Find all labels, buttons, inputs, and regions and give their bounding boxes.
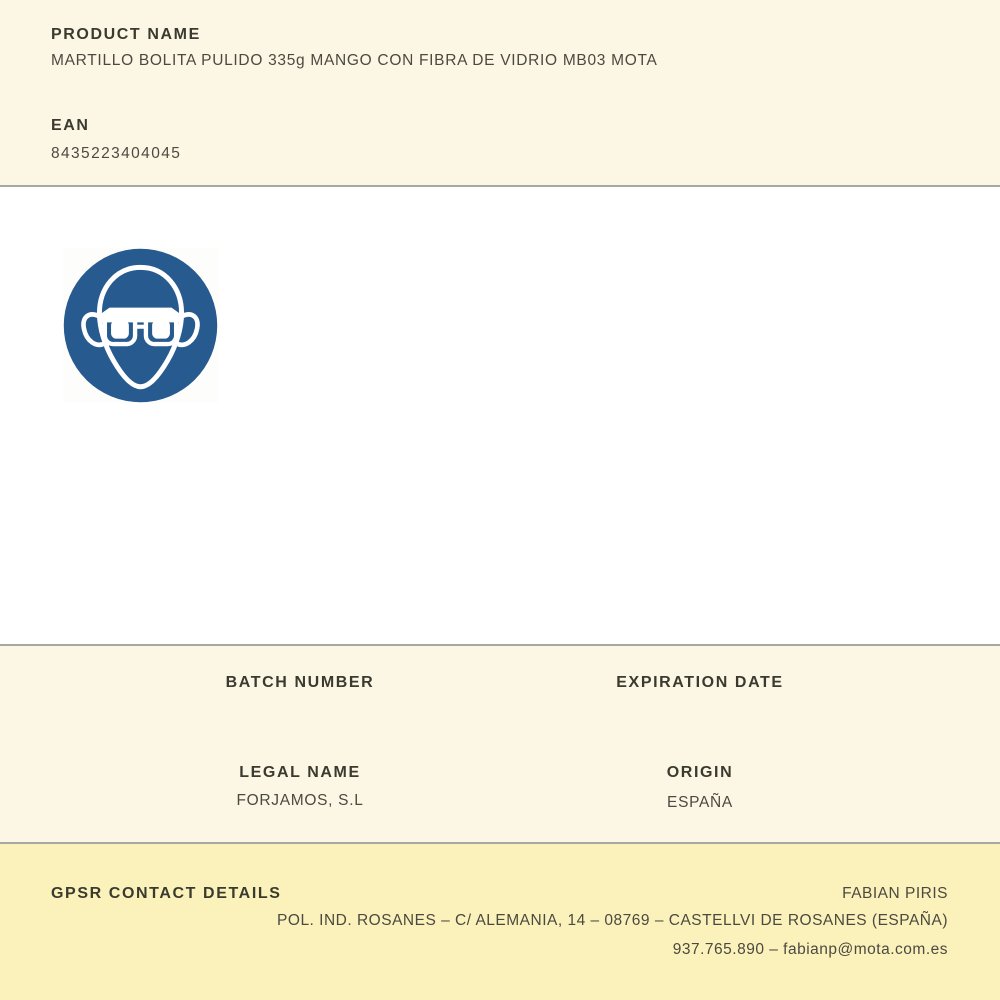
expiration-date-label: EXPIRATION DATE xyxy=(616,674,784,691)
ean-value: 8435223404045 xyxy=(51,145,182,162)
gpsr-contact-section xyxy=(0,844,1000,1000)
gpsr-contact-address: POL. IND. ROSANES – C/ ALEMANIA, 14 – 08769 – CASTELLVI DE ROSANES (ESPAÑA) xyxy=(277,912,948,929)
product-header-section xyxy=(0,0,1000,185)
gpsr-contact-name: FABIAN PIRIS xyxy=(842,885,948,902)
gpsr-contact-phone-email: 937.765.890 – fabianp@mota.com.es xyxy=(672,941,948,958)
safety-pictogram-section xyxy=(0,187,1000,644)
legal-name-label: LEGAL NAME xyxy=(239,764,361,781)
ean-label: EAN xyxy=(51,117,90,134)
origin-value: ESPAÑA xyxy=(667,794,733,811)
gpsr-contact-details-label: GPSR CONTACT DETAILS xyxy=(51,885,282,902)
legal-name-value: FORJAMOS, S.L xyxy=(236,792,364,809)
batch-number-label: BATCH NUMBER xyxy=(225,674,375,691)
wear-eye-protection-icon xyxy=(63,248,218,403)
product-name-label: PRODUCT NAME xyxy=(51,26,201,43)
product-details-section xyxy=(0,646,1000,842)
product-name-value: MARTILLO BOLITA PULIDO 335g MANGO CON FIBRA DE VIDRIO MB03 MOTA xyxy=(51,52,658,69)
origin-label: ORIGIN xyxy=(666,764,734,781)
